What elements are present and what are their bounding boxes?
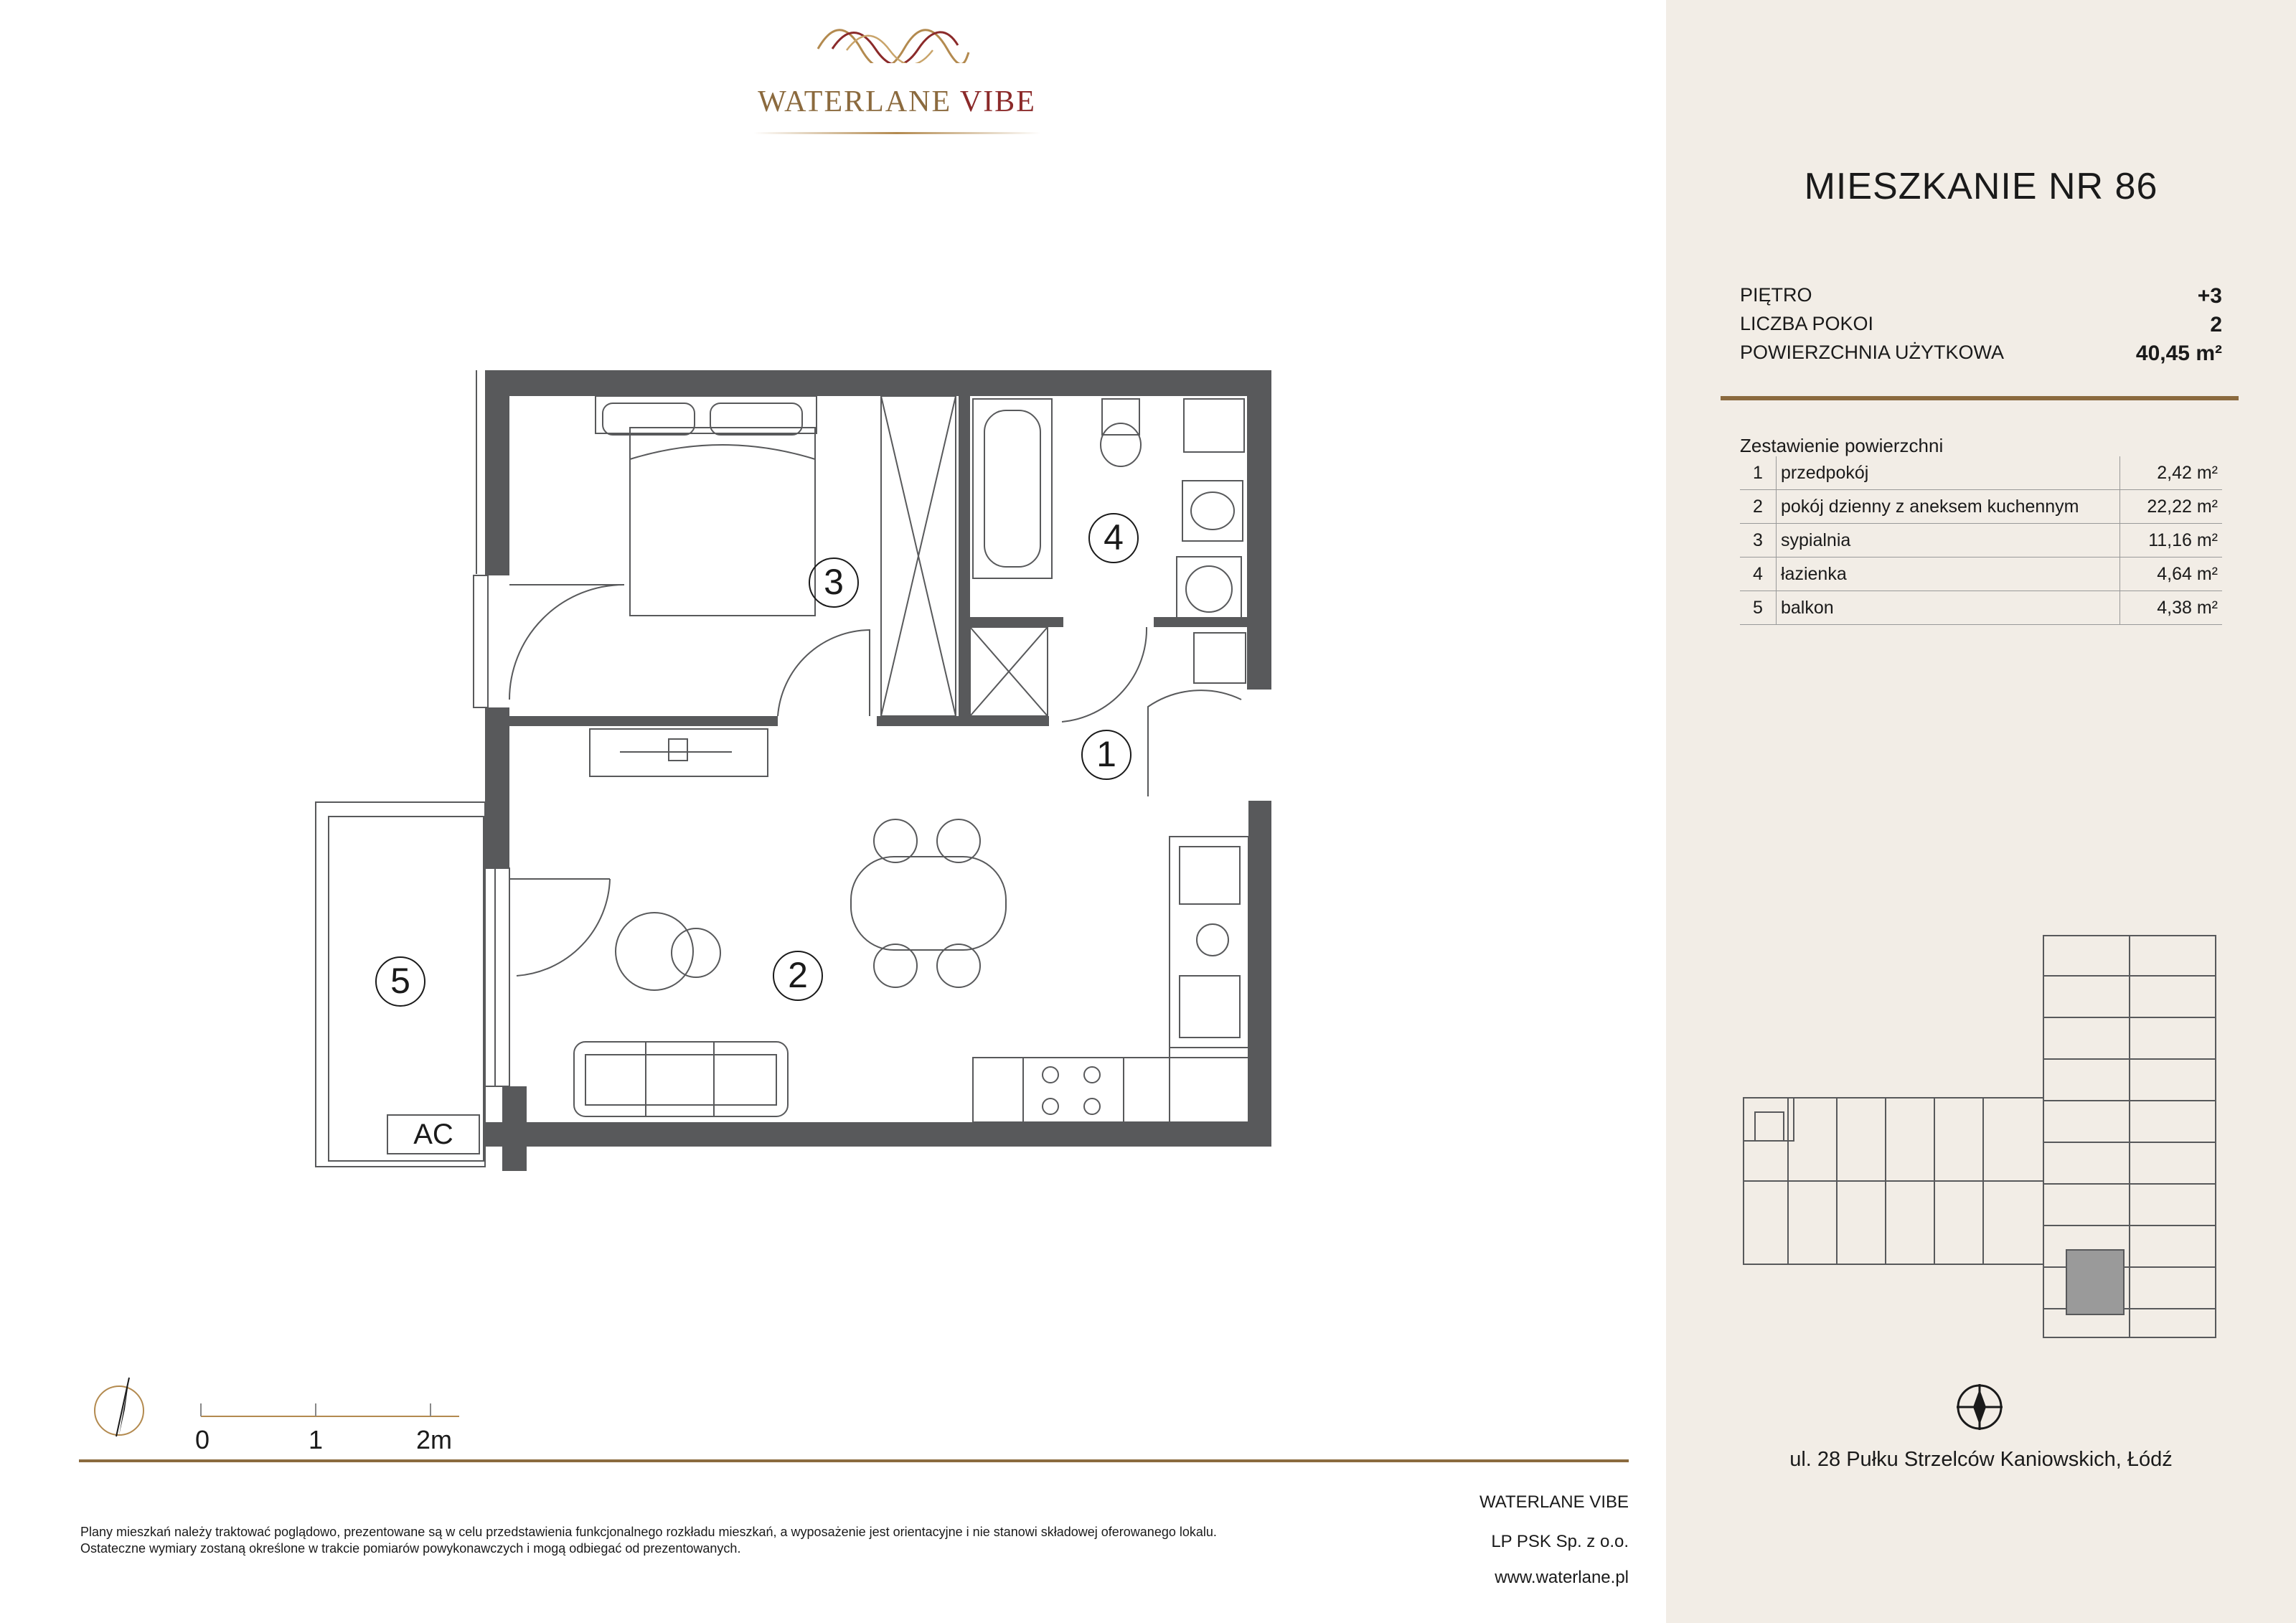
- table-row: [1740, 591, 2222, 625]
- table-row: [1740, 524, 2222, 558]
- north-compass-icon: [1954, 1382, 2005, 1432]
- disclaimer-line-1: Plany mieszkań należy traktować poglądowo, prezentowane są w celu przedstawienia funkcjonalnego rozkładu mieszkań, a wyposażenie jest orientacyjne i nie stanowi składowej oferowanego lokalu.: [80, 1525, 1217, 1539]
- compass-icon: [90, 1375, 148, 1439]
- logo-text-main: WATERLANE: [758, 85, 952, 118]
- row-area: 2,42 m²: [2120, 456, 2223, 490]
- row-number: 4: [1740, 558, 1777, 591]
- info-rooms: [1740, 313, 2222, 337]
- footer-divider: [79, 1459, 1629, 1462]
- scale-tick-1: 1: [309, 1425, 324, 1454]
- row-area: 4,64 m²: [2120, 558, 2223, 591]
- row-area: 22,22 m²: [2120, 490, 2223, 524]
- apartment-title: MIESZKANIE NR 86: [1804, 166, 2158, 207]
- info-area-value: 40,45 m²: [2135, 342, 2222, 365]
- info-floor-label: PIĘTRO: [1740, 284, 1812, 306]
- row-number: 3: [1740, 524, 1777, 558]
- row-area: 11,16 m²: [2120, 524, 2223, 558]
- company-website[interactable]: www.waterlane.pl: [1495, 1568, 1629, 1587]
- table-row: [1740, 558, 2222, 591]
- info-floor-value: +3: [2197, 284, 2222, 308]
- areas-heading: Zestawienie powierzchni: [1740, 435, 1944, 456]
- scale-bar: [194, 1399, 466, 1421]
- areas-table: [1740, 456, 2222, 625]
- room-label-2: 2: [788, 955, 808, 995]
- highlighted-apartment: [2066, 1250, 2124, 1314]
- table-row: [1740, 456, 2222, 490]
- building-key-plan: [1729, 926, 2246, 1370]
- info-rooms-label: LICZBA POKOI: [1740, 313, 1874, 334]
- room-label-3: 3: [824, 562, 844, 602]
- row-name: sypialnia: [1777, 524, 2120, 558]
- scale-tick-0: 0: [195, 1425, 210, 1454]
- disclaimer: [80, 1524, 1444, 1557]
- row-name: balkon: [1777, 591, 2120, 625]
- room-label-5: 5: [390, 961, 410, 1001]
- scale-tick-2: 2m: [416, 1425, 453, 1454]
- row-name: łazienka: [1777, 558, 2120, 591]
- ac-label: AC: [413, 1119, 453, 1150]
- info-divider: [1721, 396, 2239, 400]
- disclaimer-line-2: Ostateczne wymiary zostaną określone w trakcie pomiarów powykonawczych i mogą odbiegać od prezentowanych.: [80, 1541, 741, 1556]
- room-label-1: 1: [1096, 734, 1116, 774]
- row-number: 5: [1740, 591, 1777, 625]
- info-area-label: POWIERZCHNIA UŻYTKOWA: [1740, 342, 2005, 363]
- logo-text-accent: VIBE: [959, 85, 1036, 118]
- row-area: 4,38 m²: [2120, 591, 2223, 625]
- table-row: [1740, 490, 2222, 524]
- company-name: LP PSK Sp. z o.o.: [1491, 1532, 1629, 1551]
- company-brand: WATERLANE VIBE: [1479, 1492, 1629, 1512]
- info-floor: [1740, 284, 2222, 309]
- logo-underline: [753, 132, 1040, 134]
- wave-logo-icon: [814, 20, 972, 63]
- info-panel: [1666, 0, 2296, 1623]
- info-rooms-value: 2: [2210, 313, 2222, 337]
- row-number: 1: [1740, 456, 1777, 490]
- floor-plan: [309, 362, 1299, 1180]
- address: ul. 28 Pułku Strzelców Kaniowskich, Łódź: [1789, 1448, 2173, 1471]
- row-name: pokój dzienny z aneksem kuchennym: [1777, 490, 2120, 524]
- row-name: przedpokój: [1777, 456, 2120, 490]
- info-area: [1740, 342, 2222, 366]
- row-number: 2: [1740, 490, 1777, 524]
- room-label-4: 4: [1104, 517, 1124, 558]
